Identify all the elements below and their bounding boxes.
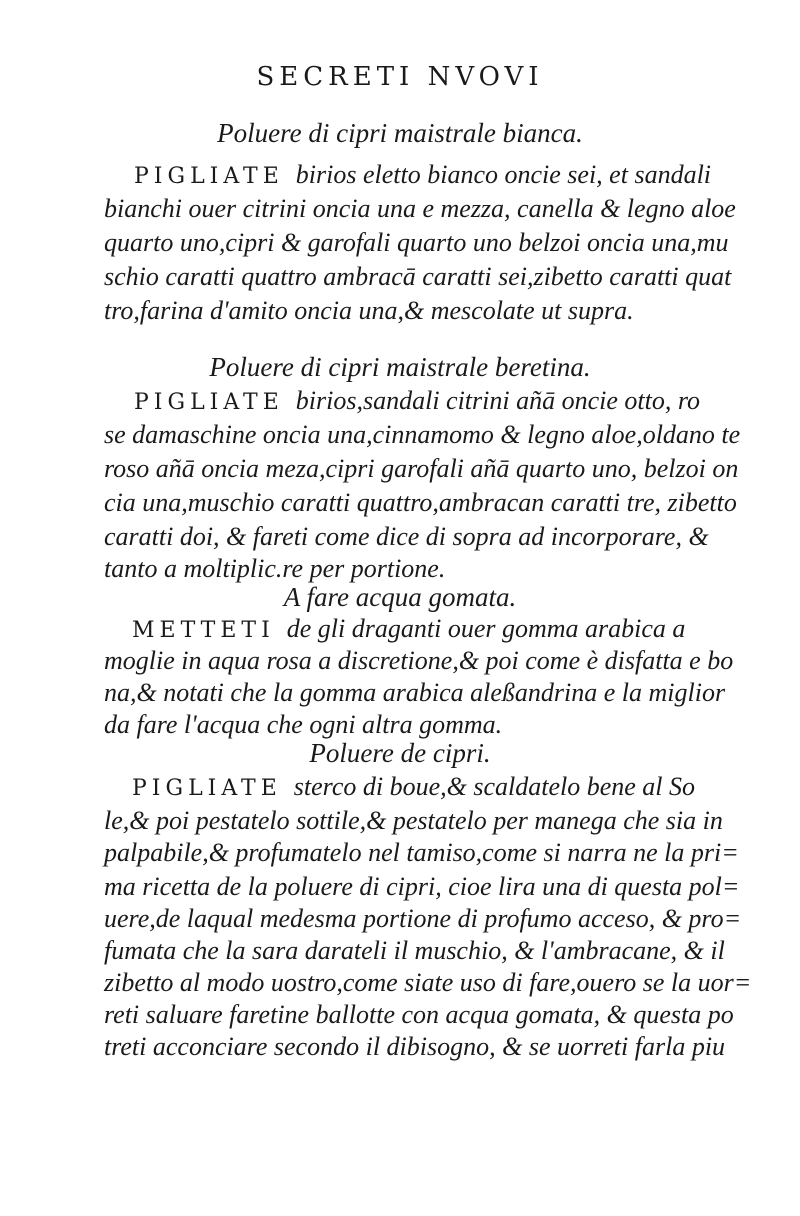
- running-head: SECRETI NVOVI: [256, 62, 544, 92]
- text-line: schio caratti quattro ambracā caratti sei,zibetto caratti quat: [104, 262, 732, 291]
- line-text: birios,sandali citrini añā oncie otto, ro: [295, 386, 701, 415]
- text-line: tro,farina d'amito oncia una,& mescolate ut supra.: [104, 296, 634, 325]
- text-line: ma ricetta de la poluere di cipri, cioe lira una di questa pol=: [104, 872, 740, 901]
- text-line: roso añā oncia meza,cipri garofali añā quarto uno, belzoi on: [104, 454, 739, 483]
- text-line: uere,de laqual medesma portione di profumo acceso, & pro=: [104, 904, 742, 933]
- lead-word: PIGLIATE: [134, 164, 284, 189]
- recipe-heading: Poluere de cipri.: [309, 738, 491, 768]
- lead-word: METTETI: [132, 618, 275, 643]
- text-line: bianchi ouer citrini oncia una e mezza, canella & legno aloe: [104, 194, 736, 223]
- text-line: fumata che la sara darateli il muschio, & l'ambracane, & il: [104, 936, 725, 965]
- text-line: reti saluare faretine ballotte con acqua gomata, & questa po: [104, 1000, 734, 1029]
- lead-word: PIGLIATE: [134, 390, 284, 415]
- line-text: sterco di boue,& scaldatelo bene al So: [293, 772, 696, 801]
- text-line: le,& poi pestatelo sottile,& pestatelo per manega che sia in: [104, 806, 723, 835]
- text-line: se damaschine oncia una,cinnamomo & legno aloe,oldano te: [104, 420, 741, 449]
- recipe-heading: Poluere di cipri maistrale bianca.: [217, 118, 583, 148]
- text-line: palpabile,& profumatelo nel tamiso,come si narra ne la pri=: [104, 838, 739, 867]
- text-line: [134, 386, 714, 416]
- text-line: caratti doi, & fareti come dice di sopra ad incorporare, &: [104, 522, 709, 551]
- text-line: zibetto al modo uostro,come siate uso di fare,ouero se la uor=: [104, 968, 752, 997]
- text-line: cia una,muschio caratti quattro,ambracan caratti tre, zibetto: [104, 488, 737, 517]
- text-line: quarto uno,cipri & garofali quarto uno belzoi oncia una,mu: [104, 228, 729, 257]
- text-line: treti acconciare secondo il dibisogno, & se uorreti farla piu: [104, 1032, 726, 1061]
- lead-word: PIGLIATE: [132, 776, 282, 801]
- text-line: moglie in aqua rosa a discretione,& poi come è disfatta e bo: [104, 646, 734, 675]
- line-text: birios eletto bianco oncie sei, et sandali: [295, 160, 712, 189]
- text-line: [132, 614, 712, 644]
- text-line: da fare l'acqua che ogni altra gomma.: [104, 710, 503, 739]
- line-text: de gli draganti ouer gomma arabica a: [286, 614, 686, 643]
- text-line: [134, 160, 714, 190]
- recipe-heading: Poluere di cipri maistrale beretina.: [209, 352, 591, 382]
- text-line: na,& notati che la gomma arabica aleßandrina e la miglior: [104, 678, 726, 707]
- recipe-heading: A fare acqua gomata.: [283, 582, 517, 612]
- text-line: [132, 772, 712, 802]
- text-line: tanto a moltiplic.re per portione.: [104, 554, 446, 583]
